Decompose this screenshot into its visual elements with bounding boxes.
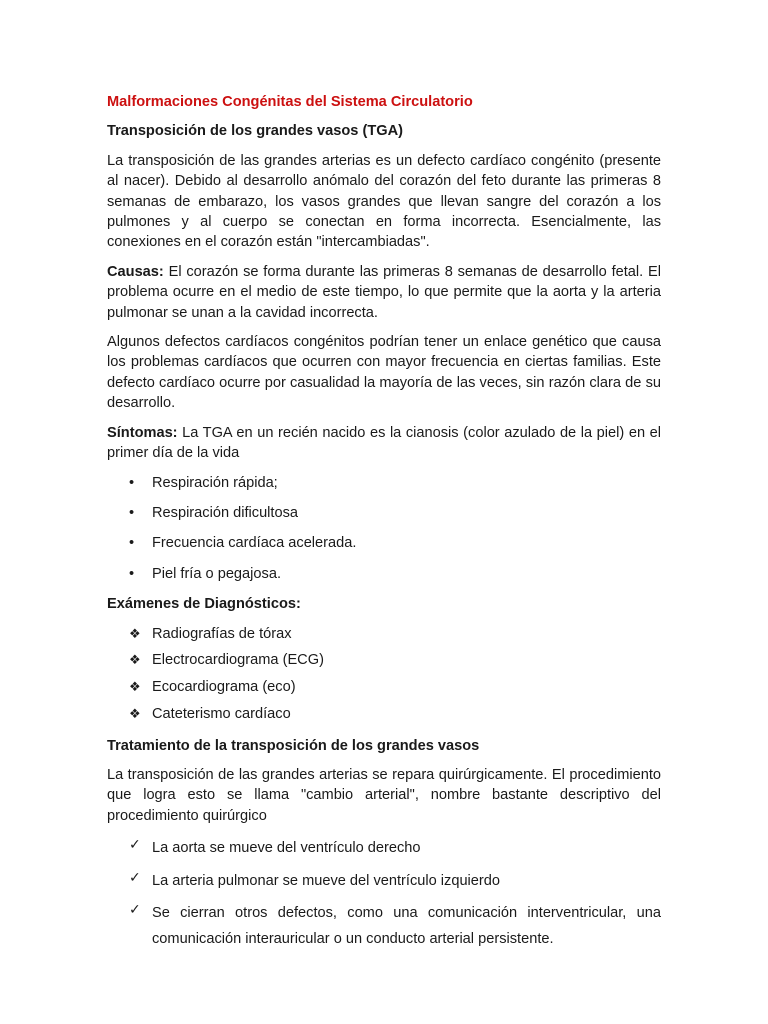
bullet-icon: • <box>129 504 135 521</box>
list-item-text: Electrocardiograma (ECG) <box>152 652 324 669</box>
treatment-list <box>107 835 661 952</box>
symptoms-label: Síntomas: <box>107 424 178 441</box>
causes-paragraph <box>107 262 661 323</box>
genetic-paragraph: Algunos defectos cardíacos congénitos podrían tener un enlace genético que causa los problemas cardíacos que ocurren con mayor frecuencia en ciertas familias. Este defecto cardíaco ocurre por casualidad la mayoría de las veces, sin razón clara de su desarrollo. <box>107 334 661 412</box>
list-item <box>107 650 661 670</box>
checkmark-icon: ✓ <box>129 868 141 885</box>
causes-label: Causas: <box>107 263 164 280</box>
list-item-text: Piel fría o pegajosa. <box>152 565 281 582</box>
list-item <box>107 533 661 553</box>
list-item-text: Ecocardiograma (eco) <box>152 679 296 696</box>
list-item <box>107 564 661 584</box>
checkmark-icon: ✓ <box>129 836 141 853</box>
treatment-paragraph: La transposición de las grandes arterias se repara quirúrgicamente. El procedimiento que logra esto se llama "cambio arterial", nombre bastante descriptivo del procedimiento quirúrgico <box>107 767 661 824</box>
list-item <box>107 473 661 493</box>
list-item <box>107 835 661 861</box>
list-item-text: Frecuencia cardíaca acelerada. <box>152 535 357 552</box>
list-item-text: Se cierran otros defectos, como una comunicación interventricular, una comunicación interauricular o un conducto arterial persistente. <box>152 905 661 948</box>
list-item <box>107 900 661 952</box>
diamond-bullet-icon: ❖ <box>129 625 141 641</box>
list-item <box>107 624 661 644</box>
list-item <box>107 868 661 894</box>
treatment-heading: Tratamiento de la transposición de los grandes vasos <box>107 737 480 754</box>
bullet-icon: • <box>129 474 135 491</box>
section-heading-tga: Transposición de los grandes vasos (TGA) <box>107 123 404 140</box>
list-item-text: Respiración rápida; <box>152 474 278 491</box>
diamond-bullet-icon: ❖ <box>129 706 141 722</box>
list-item-text: Cateterismo cardíaco <box>152 706 291 723</box>
diagnostics-heading: Exámenes de Diagnósticos: <box>107 596 301 613</box>
intro-paragraph: La transposición de las grandes arterias es un defecto cardíaco congénito (presente al nacer). Debido al desarrollo anómalo del corazón del feto durante las primeras 8 semanas de embarazo, los vasos grandes que llevan sangre del corazón a los pulmones y al cuerpo se conectan en forma incorrecta. Esencialmente, las conexiones en el corazón están "intercambiadas". <box>107 152 661 251</box>
checkmark-icon: ✓ <box>129 901 141 918</box>
list-item <box>107 704 661 724</box>
symptoms-paragraph <box>107 423 661 464</box>
diagnostics-list <box>107 624 661 725</box>
list-item <box>107 677 661 697</box>
causes-text: El corazón se forma durante las primeras 8 semanas de desarrollo fetal. El problema ocurre en el medio de este tiempo, lo que permite que la aorta y la arteria pulmonar se unan a la cavidad incorrecta. <box>107 263 661 321</box>
diamond-bullet-icon: ❖ <box>129 652 141 668</box>
list-item-text: La arteria pulmonar se mueve del ventrículo izquierdo <box>152 872 501 889</box>
symptoms-list <box>107 473 661 585</box>
symptoms-text: La TGA en un recién nacido es la cianosis (color azulado de la piel) en el primer día de la vida <box>107 424 661 462</box>
document-title: Malformaciones Congénitas del Sistema Circulatorio <box>107 94 473 110</box>
list-item <box>107 503 661 523</box>
document-page <box>107 92 661 960</box>
bullet-icon: • <box>129 535 135 552</box>
list-item-text: Radiografías de tórax <box>152 625 292 642</box>
list-item-text: Respiración dificultosa <box>152 504 299 521</box>
list-item-text: La aorta se mueve del ventrículo derecho <box>152 840 421 857</box>
diamond-bullet-icon: ❖ <box>129 679 141 695</box>
bullet-icon: • <box>129 565 135 582</box>
